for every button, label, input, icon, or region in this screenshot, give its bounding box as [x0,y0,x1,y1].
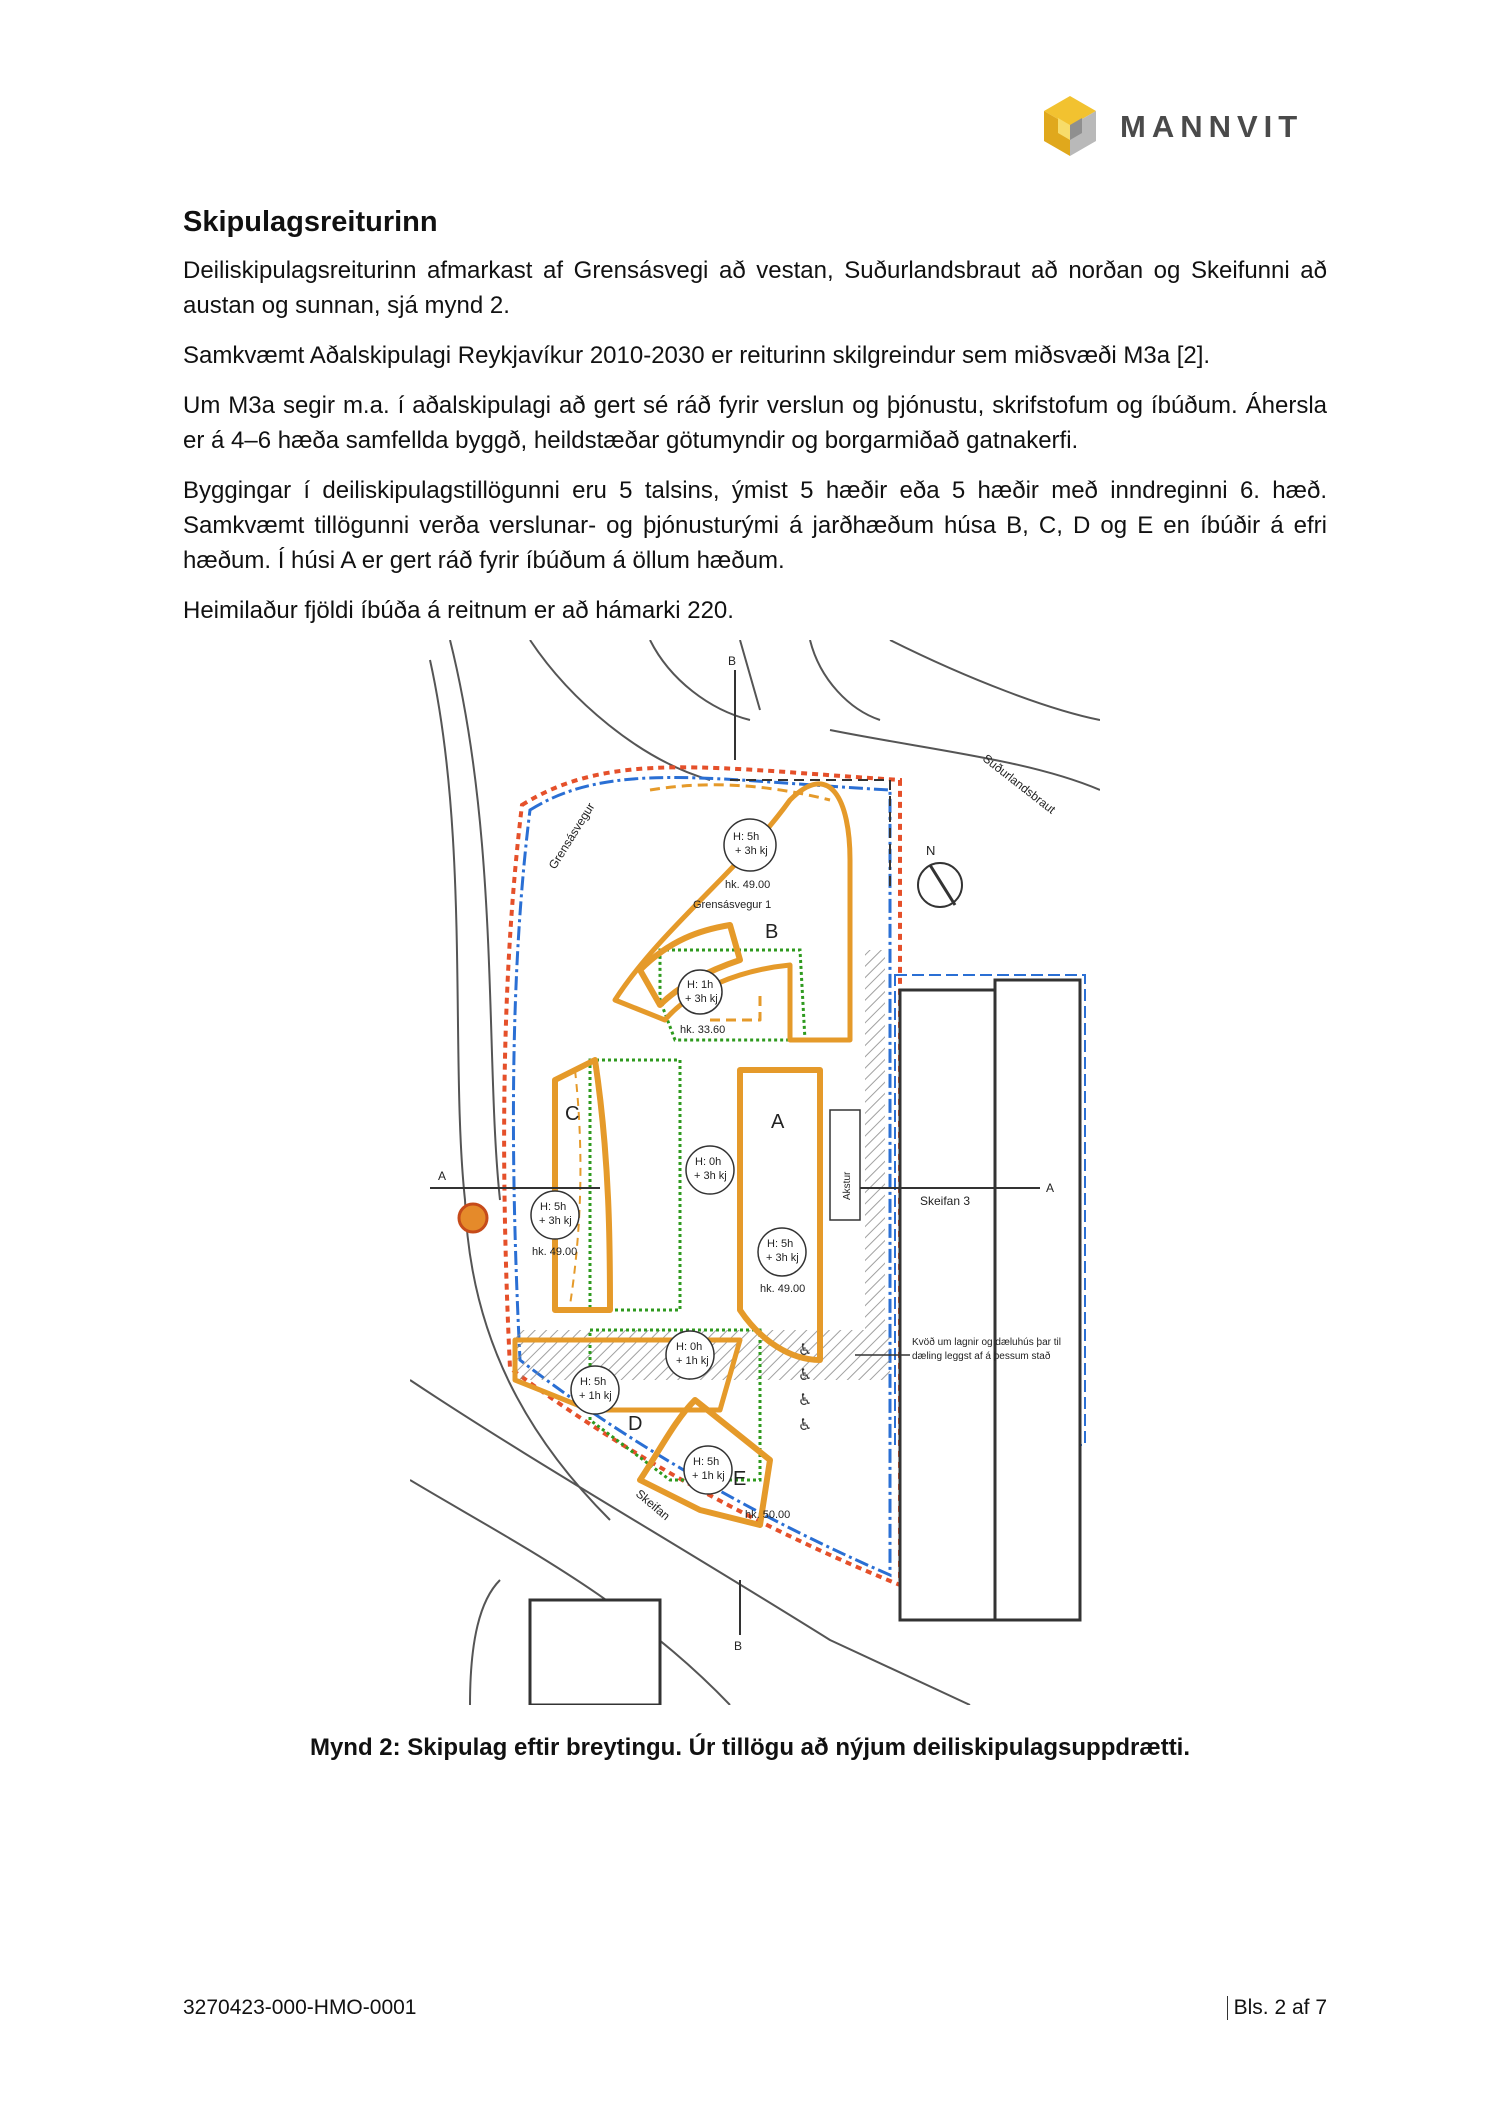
a-basement: + 3h kj [766,1252,799,1264]
c-letter: C [565,1103,580,1125]
svg-text:♿: ♿ [797,1342,813,1359]
figure-caption: Mynd 2: Skipulag eftir breytingu. Úr tillögu að nýjum deiliskipulagsuppdrætti. [309,1734,1191,1761]
e-basement: + 1h kj [692,1470,725,1482]
note-line-2: dæling leggst af á þessum stað [912,1351,1051,1362]
section-b-top: B [728,654,737,668]
b-low-basement: + 3h kj [685,993,718,1005]
lane-label: Akstur [842,1171,853,1200]
page-number: Bls. 2 af 7 [1227,1996,1327,2020]
center-height: H: 0h [695,1156,722,1168]
c-basement: + 3h kj [539,1215,572,1227]
d-basement: + 1h kj [579,1390,612,1402]
street-sudurlandsbraut: Suðurlandsbraut [980,751,1059,817]
section-a-left: A [438,1169,447,1183]
street-grensasvegur: Grensásvegur [545,800,598,872]
b-low-height: H: 1h [687,979,714,991]
b-height: H: 5h [733,831,760,843]
street-skeifan: Skeifan [633,1486,673,1524]
e-height: H: 5h [693,1456,720,1468]
body-text [183,206,1327,643]
mannvit-logo [1038,92,1328,162]
logo-text: MANNVIT [1120,109,1304,144]
c-elevation: hk. 49.00 [532,1246,578,1258]
north-label: N [926,843,936,858]
note-line-1: Kvöð um lagnir og dæluhús þar til [912,1337,1061,1348]
e-elevation: hk. 50.00 [745,1509,791,1521]
d-low-height: H: 0h [676,1341,703,1353]
paragraph: Samkvæmt Aðalskipulagi Reykjavíkur 2010-2030 er reiturinn skilgreindur sem miðsvæði M3a [2]. [183,342,1211,369]
b-basement: + 3h kj [735,845,768,857]
c-height: H: 5h [540,1201,567,1213]
d-letter: D [628,1413,643,1435]
d-low-basement: + 1h kj [676,1355,709,1367]
skeifan3-label: Skeifan 3 [920,1194,971,1208]
b-elevation: hk. 49.00 [725,879,771,891]
site-plan-figure [410,640,1100,1705]
center-basement: + 3h kj [694,1170,727,1182]
svg-text:♿: ♿ [797,1367,813,1384]
svg-text:♿: ♿ [797,1417,813,1434]
paragraph: Byggingar í deiliskipulagstillögunni eru 5 talsins, ýmist 5 hæðir eða 5 hæðir með inndreginni 6. hæð. Samkvæmt tillögunni verða verslunar- og þjónusturými á jarðhæðum húsa B, C, D og E en íbúðir á efri hæðum. Í húsi A er gert ráð fyrir íbúðum á öllum hæðum. [183,477,1327,574]
a-letter: A [771,1111,785,1133]
paragraph: Heimilaður fjöldi íbúða á reitnum er að hámarki 220. [183,597,734,624]
mannvit-logo-icon [1038,94,1102,160]
section-title: Skipulagsreiturinn [183,206,438,238]
section-a-right: A [1046,1181,1055,1195]
section-b-bottom: B [734,1639,743,1653]
b-letter: B [765,921,779,943]
document-number: 3270423-000-HMO-0001 [183,1996,417,2019]
grensasvegur1-label: Grensásvegur 1 [693,899,772,911]
a-elevation: hk. 49.00 [760,1283,806,1295]
a-height: H: 5h [767,1238,794,1250]
paragraph: Deiliskipulagsreiturinn afmarkast af Grensásvegi að vestan, Suðurlandsbraut að norðan og Skeifunni að austan og sunnan, sjá mynd 2. [183,257,1327,319]
b-low-elevation: hk. 33.60 [680,1024,726,1036]
paragraph: Um M3a segir m.a. í aðalskipulagi að gert sé ráð fyrir verslun og þjónustu, skrifstofum og íbúðum. Áhersla er á 4–6 hæða samfellda byggð, heildstæðar götumyndir og borgarmiðað gatnakerfi. [183,392,1327,454]
svg-text:♿: ♿ [797,1392,813,1409]
e-letter: E [733,1468,747,1490]
d-height: H: 5h [580,1376,607,1388]
